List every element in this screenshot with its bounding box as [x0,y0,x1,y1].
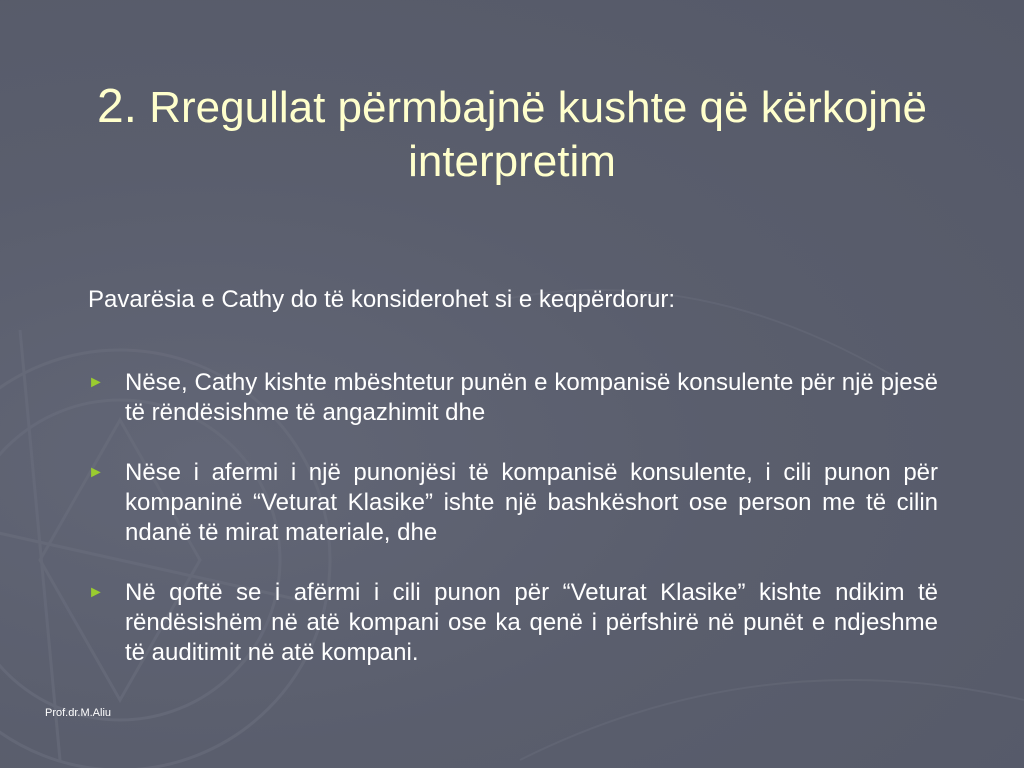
bullet-item [88,368,938,428]
bullet-item [88,458,938,548]
bullet-list [88,368,938,698]
bullet-arrow-icon: ► [88,374,104,391]
bullet-arrow-icon: ► [88,584,104,601]
intro-text: Pavarësia e Cathy do të konsiderohet si e keqpërdorur: [88,286,676,313]
slide-title [60,78,964,188]
bullet-item [88,578,938,668]
bullet-text: Në qoftë se i afërmi i cili punon për “Veturat Klasike” kishte ndikim të rëndësishëm në atë kompani ose ka qenë i përfshirë në punët e ndjeshme të auditimit në atë kompani. [125,579,938,666]
bullet-arrow-icon: ► [88,464,104,481]
bullet-text: Nëse i afermi i një punonjësi të kompanisë konsulente, i cili punon për kompaninë “Veturat Klasike” ishte një bashkëshort ose person me të cilin ndanë të mirat materiale, dhe [125,459,938,546]
bullet-text: Nëse, Cathy kishte mbështetur punën e kompanisë konsulente për një pjesë të rëndësishme të angazhimit dhe [125,369,938,426]
title-text: Rregullat përmbajnë kushte që kërkojnë interpretim [149,83,928,186]
footer-author: Prof.dr.M.Aliu [45,707,112,719]
title-number: 2. [96,80,137,133]
